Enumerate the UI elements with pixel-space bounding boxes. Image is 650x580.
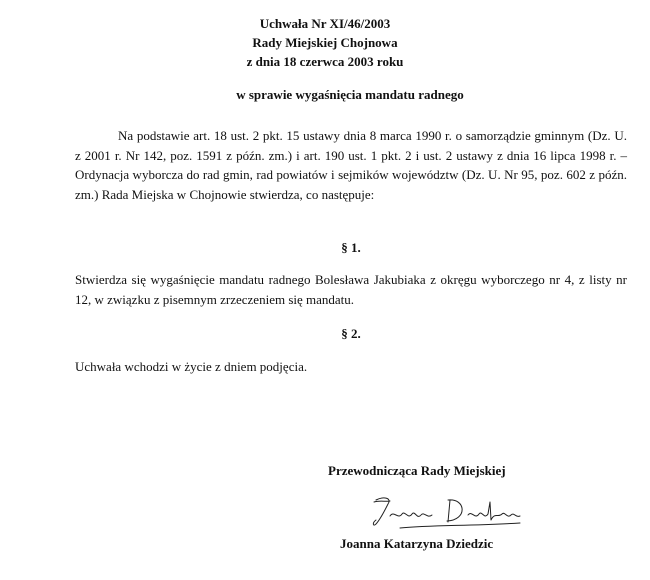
section-2-text: Uchwała wchodzi w życie z dniem podjęcia. — [75, 359, 308, 374]
document-header — [0, 14, 650, 71]
resolution-date: z dnia 18 czerwca 2003 roku — [246, 54, 404, 69]
section-1-text: Stwierdza się wygaśnięcie mandatu radnego Bolesława Jakubiaka z okręgu wyborczego nr 4, z listy nr 12, w związku z pisemnym zrzeczeniem się mandatu. — [75, 272, 627, 307]
handwritten-signature — [370, 490, 530, 532]
signer-title: Przewodnicząca Rady Miejskiej — [328, 463, 506, 478]
section-2-heading: § 2. — [341, 326, 361, 341]
issuing-body: Rady Miejskiej Chojnowa — [252, 35, 398, 50]
signer-name: Joanna Katarzyna Dziedzic — [340, 536, 494, 551]
section-1-heading: § 1. — [341, 240, 361, 255]
resolution-subject: w sprawie wygaśnięcia mandatu radnego — [236, 87, 464, 102]
resolution-number: Uchwała Nr XI/46/2003 — [259, 16, 391, 31]
legal-basis-paragraph: Na podstawie art. 18 ust. 2 pkt. 15 ustawy dnia 8 marca 1990 r. o samorządzie gminnym (Dz. U. z 2001 r. Nr 142, poz. 1591 z późn. zm.) i art. 190 ust. 1 pkt. 2 i ust. 2 ustawy z dnia 16 lipca 1998 r. – Ordynacja wyborcza do rad gmin, rad powiatów i sejmików województw (Dz. U. Nr 95, poz. 602 z późn. zm.) Rada Miejska w Chojnowie stwierdza, co następuje: — [75, 128, 627, 202]
